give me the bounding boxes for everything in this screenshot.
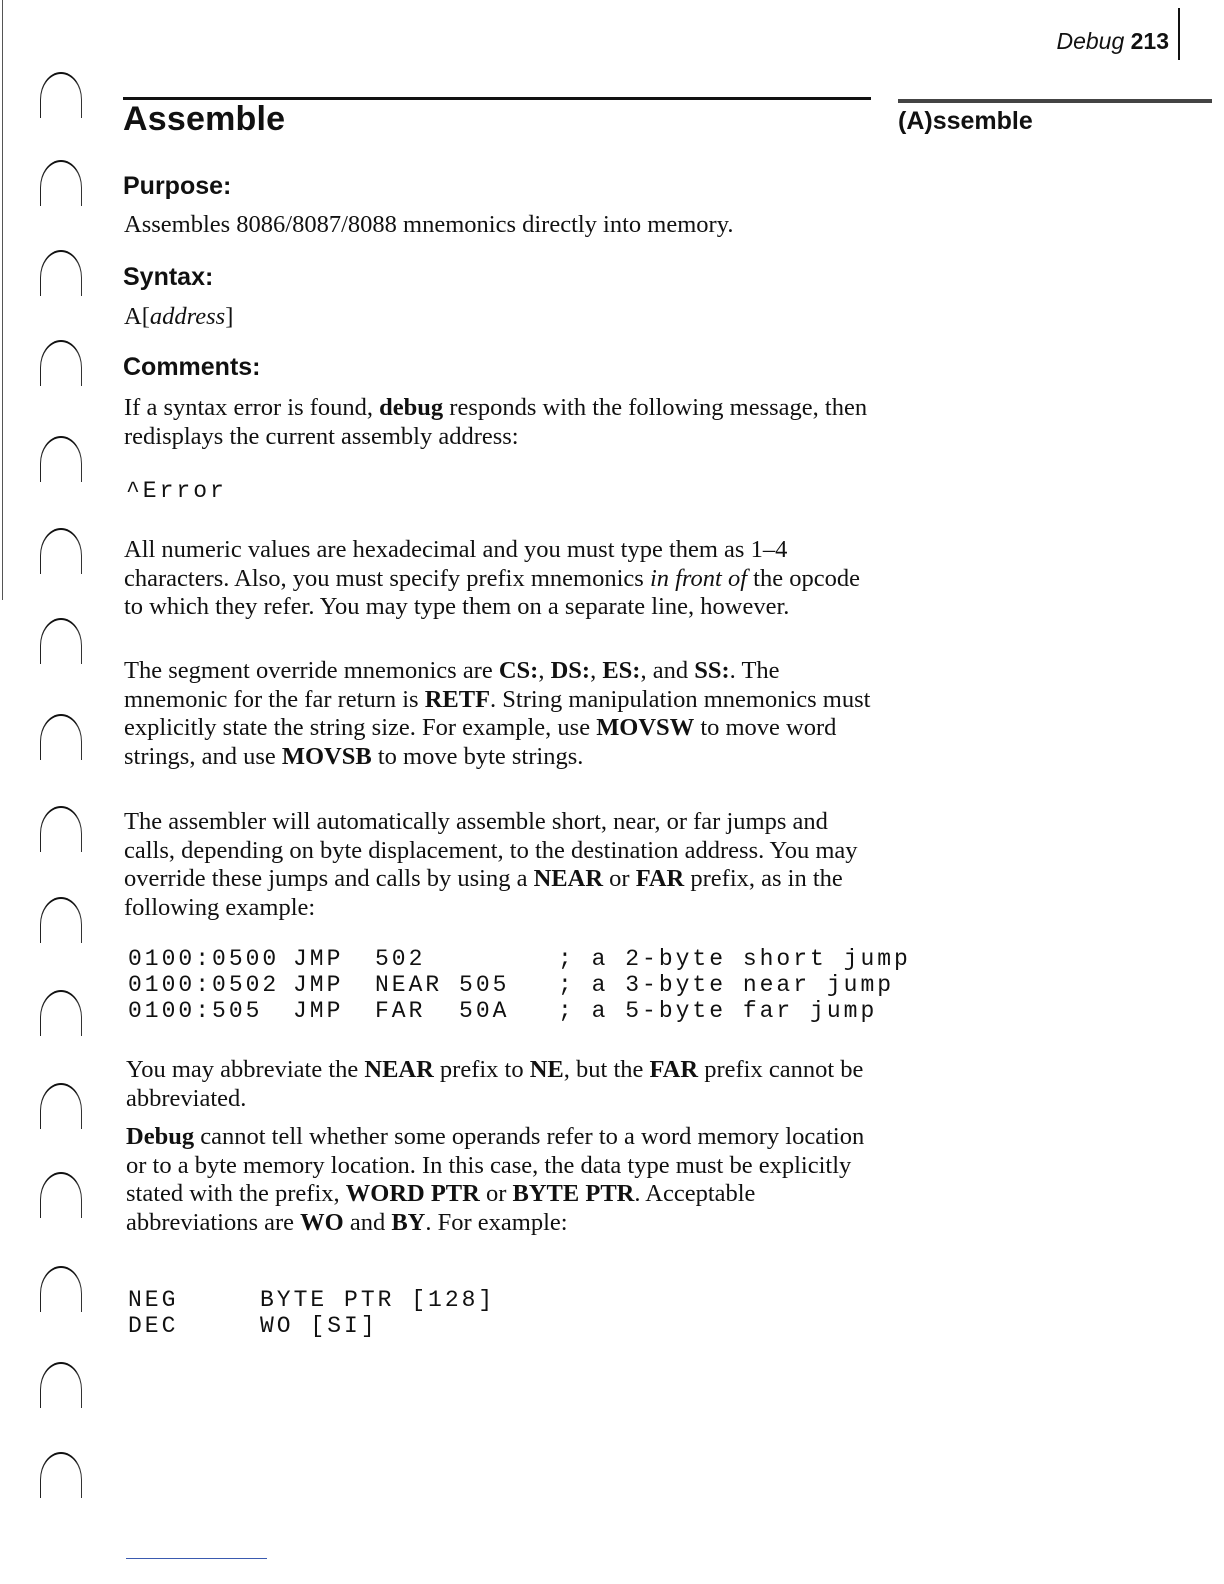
- text-run: If a syntax error is found,: [124, 394, 380, 421]
- code-operand: NEAR 505: [375, 972, 510, 998]
- bold-term: NEAR: [364, 1056, 434, 1083]
- syntax-command: A: [124, 303, 142, 330]
- binder-hole-icon: [40, 250, 82, 296]
- code-comment: ; a 2-byte short jump: [558, 946, 911, 972]
- binder-hole-icon: [40, 436, 82, 482]
- bold-term: BYTE PTR: [512, 1180, 635, 1207]
- bold-term: NEAR: [533, 865, 604, 892]
- text-run: prefix cannot be abbreviated.: [126, 1056, 864, 1112]
- code-op: JMP: [293, 946, 344, 972]
- text-run: , and: [640, 657, 695, 684]
- syntax-open-bracket: [: [141, 303, 150, 330]
- text-run: The segment override mnemonics are: [124, 657, 499, 684]
- binder-hole-icon: [40, 618, 82, 664]
- text-run: responds with the following message, then redisplays the current assembly address:: [124, 394, 868, 450]
- code-op: NEG: [128, 1287, 179, 1313]
- code-line: [128, 972, 895, 998]
- binder-hole-icon: [40, 1452, 82, 1498]
- code-operand: BYTE PTR [128]: [260, 1287, 496, 1313]
- code-operand: WO [SI]: [260, 1313, 378, 1339]
- running-head-title: Debug: [1056, 28, 1125, 54]
- binder-hole-icon: [40, 714, 82, 760]
- bold-term: FAR: [635, 865, 685, 892]
- text-run: to move word strings, and use: [124, 714, 837, 770]
- comments-paragraph-3: [124, 657, 884, 771]
- binder-hole-icon: [40, 72, 82, 118]
- bold-term: MOVSW: [596, 714, 695, 741]
- binder-hole-icon: [40, 1266, 82, 1312]
- text-run: ,: [538, 657, 551, 684]
- binder-hole-icon: [40, 806, 82, 852]
- code-operand: FAR 50A: [375, 998, 510, 1024]
- text-run: ,: [590, 657, 603, 684]
- bold-term: BY: [391, 1208, 426, 1236]
- bold-term: FAR: [649, 1056, 699, 1083]
- code-line: [128, 998, 878, 1024]
- comments-heading: Comments:: [123, 353, 261, 381]
- code-op: JMP: [293, 998, 344, 1024]
- bold-term: ES:: [602, 657, 641, 684]
- code-operand: 502: [375, 946, 426, 972]
- side-title: (A)ssemble: [898, 107, 1033, 135]
- bold-term: debug: [379, 394, 444, 421]
- syntax-heading: Syntax:: [123, 263, 214, 291]
- code-address: 0100:0502: [128, 972, 280, 998]
- binder-hole-icon: [40, 1083, 82, 1129]
- comments-paragraph-1: [124, 394, 884, 451]
- text-run: . Acceptable abbreviations are: [126, 1180, 756, 1236]
- text-run: . For example:: [425, 1208, 568, 1236]
- bold-term: WORD PTR: [345, 1180, 480, 1207]
- error-message: ^Error: [126, 478, 227, 504]
- page-number: 213: [1130, 28, 1169, 54]
- bold-term: Debug: [126, 1123, 195, 1150]
- syntax-close-bracket: ]: [225, 303, 234, 330]
- code-comment: ; a 5-byte far jump: [558, 998, 878, 1024]
- comments-paragraph-2: [124, 536, 884, 622]
- code-line: [128, 946, 911, 972]
- code-line: [128, 1313, 378, 1339]
- text-run: the opcode to which they refer. You may type them on a separate line, however.: [124, 564, 860, 620]
- code-line: [128, 1287, 496, 1313]
- code-op: DEC: [128, 1313, 179, 1339]
- text-run: . String manipulation mnemonics must explicitly state the string size. For example, use: [124, 685, 871, 741]
- binder-hole-icon: [40, 897, 82, 943]
- running-head-bar: [1178, 8, 1180, 60]
- text-run: , but the: [563, 1056, 650, 1083]
- bold-term: SS:: [694, 657, 730, 684]
- text-run: or: [603, 865, 636, 892]
- running-head: [1056, 28, 1169, 55]
- comments-paragraph-6: [126, 1123, 886, 1237]
- bold-term: DS:: [550, 657, 591, 684]
- text-run: All numeric values are hexadecimal and you must type them as 1–4 characters. Also, you must specify prefix mnemonics: [124, 536, 788, 592]
- bold-term: RETF: [424, 685, 491, 713]
- text-run: to move byte strings.: [371, 742, 584, 770]
- text-run: You may abbreviate the: [126, 1056, 365, 1083]
- comments-paragraph-4: [124, 808, 884, 922]
- text-run: The assembler will automatically assemble short, near, or far jumps and calls, depending on byte displacement, to the destination address. You may override these jumps and calls by using a: [124, 808, 858, 892]
- comments-paragraph-5: [126, 1056, 886, 1113]
- binder-hole-icon: [40, 340, 82, 386]
- code-op: JMP: [293, 972, 344, 998]
- syntax-line: [124, 303, 884, 332]
- bold-term: CS:: [498, 657, 539, 684]
- page-title: Assemble: [123, 100, 286, 138]
- bold-term: WO: [300, 1208, 344, 1236]
- code-address: 0100:0500: [128, 946, 280, 972]
- italic-term: in front of: [649, 564, 748, 592]
- binder-hole-icon: [40, 990, 82, 1036]
- text-run: prefix, as in the following example:: [124, 865, 843, 921]
- purpose-heading: Purpose:: [123, 172, 232, 200]
- binder-hole-icon: [40, 528, 82, 574]
- binder-hole-icon: [40, 160, 82, 206]
- binder-hole-icon: [40, 1172, 82, 1218]
- text-run: and: [343, 1208, 392, 1236]
- footer-rule: [126, 1558, 267, 1559]
- text-run: cannot tell whether some operands refer to a word memory location or to a byte memory location. In this case, the data type must be explicitly stated with the prefix,: [126, 1123, 865, 1207]
- code-comment: ; a 3-byte near jump: [558, 972, 895, 998]
- syntax-param: address: [149, 303, 226, 330]
- binder-hole-icon: [40, 1362, 82, 1408]
- purpose-text: Assembles 8086/8087/8088 mnemonics directly into memory.: [124, 211, 734, 238]
- text-run: . The mnemonic for the far return is: [124, 657, 780, 713]
- code-address: 0100:505: [128, 998, 263, 1024]
- bold-term: NE: [529, 1056, 564, 1083]
- side-rule: [898, 99, 1212, 103]
- text-run: or: [479, 1180, 513, 1207]
- page-edge-rule: [2, 0, 3, 600]
- text-run: prefix to: [433, 1056, 530, 1083]
- bold-term: MOVSB: [281, 742, 372, 770]
